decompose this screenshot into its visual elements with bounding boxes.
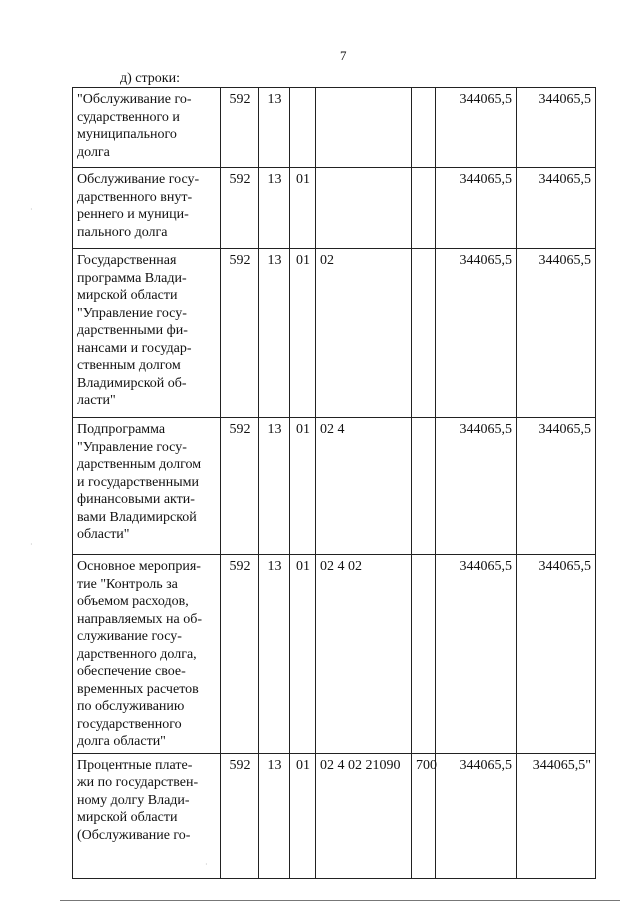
row-name-line: нансами и государ- (77, 340, 192, 356)
section-intro: д) строки: (120, 71, 180, 86)
target-article-cell: 02 4 02 21090 (316, 753, 412, 878)
row-name-line: "Управление госу- (77, 305, 187, 321)
amount-total-cell: 344065,5 (517, 249, 596, 418)
row-name-line: жи по государствен- (77, 775, 199, 790)
row-name-cell (73, 555, 221, 754)
table-row (73, 168, 596, 249)
section-code-cell: 13 (259, 555, 290, 754)
ministry-code-cell: 592 (221, 168, 259, 249)
row-name-line: вами Владимирской (77, 509, 197, 525)
amount-cell: 344065,5 (436, 88, 517, 168)
scan-speck: · (205, 860, 208, 869)
row-name-cell (73, 168, 221, 249)
amount-cell: 344065,5 (436, 168, 517, 249)
table-row (73, 418, 596, 555)
subsection-code-cell: 01 (290, 418, 316, 555)
row-name-line: "Управление госу- (77, 439, 187, 455)
row-name-line: мирской области (77, 288, 178, 303)
row-name-line: долга области" (77, 734, 166, 749)
table-row (73, 753, 596, 878)
amount-cell: 344065,5 (436, 555, 517, 754)
amount-cell: 344065,5 (436, 249, 517, 418)
row-name-line: Процентные плате- (77, 757, 193, 773)
subsection-code-cell: 01 (290, 555, 316, 754)
row-name-cell (73, 418, 221, 555)
budget-table-body (73, 88, 596, 879)
target-article-cell: 02 4 (316, 418, 412, 555)
expense-type-cell (412, 249, 436, 418)
table-row (73, 249, 596, 418)
scan-speck: · (30, 540, 33, 549)
table-row (73, 88, 596, 168)
scan-speck: · (30, 205, 33, 214)
row-name-line: мирской области (77, 810, 178, 825)
row-name-line: Государственная (77, 253, 177, 268)
row-name-line: дарственными фи- (77, 323, 188, 338)
ministry-code-cell: 592 (221, 753, 259, 878)
row-name-line: ственным долгом (77, 358, 181, 373)
expense-type-cell (412, 168, 436, 249)
row-name-line: долга (77, 144, 110, 160)
row-name-line: "Обслуживание го- (77, 92, 192, 107)
row-name-line: Обслуживание госу- (77, 172, 200, 187)
row-name-line: временных расчетов (77, 681, 199, 697)
row-name-line: ному долгу Влади- (77, 792, 190, 808)
target-article-cell: 02 (316, 249, 412, 418)
row-name-line: дарственного долга, (77, 646, 197, 662)
row-name-line: дарственного внут- (77, 189, 193, 205)
row-name-line: пального долга (77, 224, 168, 240)
row-name-cell (73, 88, 221, 168)
amount-total-cell: 344065,5" (517, 753, 596, 878)
row-name-line: реннего и муници- (77, 207, 189, 222)
section-code-cell: 13 (259, 249, 290, 418)
budget-table (72, 87, 596, 879)
page-bottom-rule (60, 900, 620, 901)
table-row (73, 555, 596, 754)
ministry-code-cell: 592 (221, 418, 259, 555)
ministry-code-cell: 592 (221, 249, 259, 418)
ministry-code-cell: 592 (221, 88, 259, 168)
page-number: 7 (340, 48, 347, 63)
amount-total-cell: 344065,5 (517, 88, 596, 168)
amount-total-cell: 344065,5 (517, 168, 596, 249)
row-name-line: дарственным долгом (77, 457, 202, 472)
row-name-cell (73, 753, 221, 878)
row-name-line: области" (77, 527, 130, 542)
row-name-line: Подпрограмма (77, 422, 166, 437)
subsection-code-cell (290, 88, 316, 168)
row-name-line: Основное мероприя- (77, 559, 201, 574)
row-name-line: объемом расходов, (77, 594, 189, 609)
target-article-cell: 02 4 02 (316, 555, 412, 754)
expense-type-cell (412, 418, 436, 555)
amount-total-cell: 344065,5 (517, 418, 596, 555)
amount-cell: 344065,5 (436, 753, 517, 878)
row-name-line: сударственного и (77, 109, 180, 125)
row-name-line: направляемых на об- (77, 611, 203, 627)
row-name-line: и государственными (77, 474, 200, 490)
row-name-line: программа Влади- (77, 270, 187, 286)
section-code-cell: 13 (259, 88, 290, 168)
subsection-code-cell: 01 (290, 249, 316, 418)
row-name-line: служивание госу- (77, 629, 182, 644)
row-name-line: обеспечение свое- (77, 664, 186, 679)
row-name-line: государственного (77, 716, 182, 732)
row-name-line: Владимирской об- (77, 375, 187, 391)
section-code-cell: 13 (259, 753, 290, 878)
amount-total-cell: 344065,5 (517, 555, 596, 754)
section-code-cell: 13 (259, 168, 290, 249)
expense-type-cell (412, 88, 436, 168)
row-name-line: (Обслуживание го- (77, 827, 191, 843)
target-article-cell (316, 168, 412, 249)
row-name-line: муниципального (77, 127, 177, 142)
subsection-code-cell: 01 (290, 753, 316, 878)
subsection-code-cell: 01 (290, 168, 316, 249)
expense-type-cell (412, 555, 436, 754)
ministry-code-cell: 592 (221, 555, 259, 754)
expense-type-cell: 700 (412, 753, 436, 878)
row-name-line: финансовыми акти- (77, 492, 195, 507)
row-name-cell (73, 249, 221, 418)
row-name-line: ласти" (77, 393, 116, 408)
section-code-cell: 13 (259, 418, 290, 555)
target-article-cell (316, 88, 412, 168)
row-name-line: по обслуживанию (77, 699, 185, 714)
row-name-line: тие "Контроль за (77, 576, 178, 592)
amount-cell: 344065,5 (436, 418, 517, 555)
